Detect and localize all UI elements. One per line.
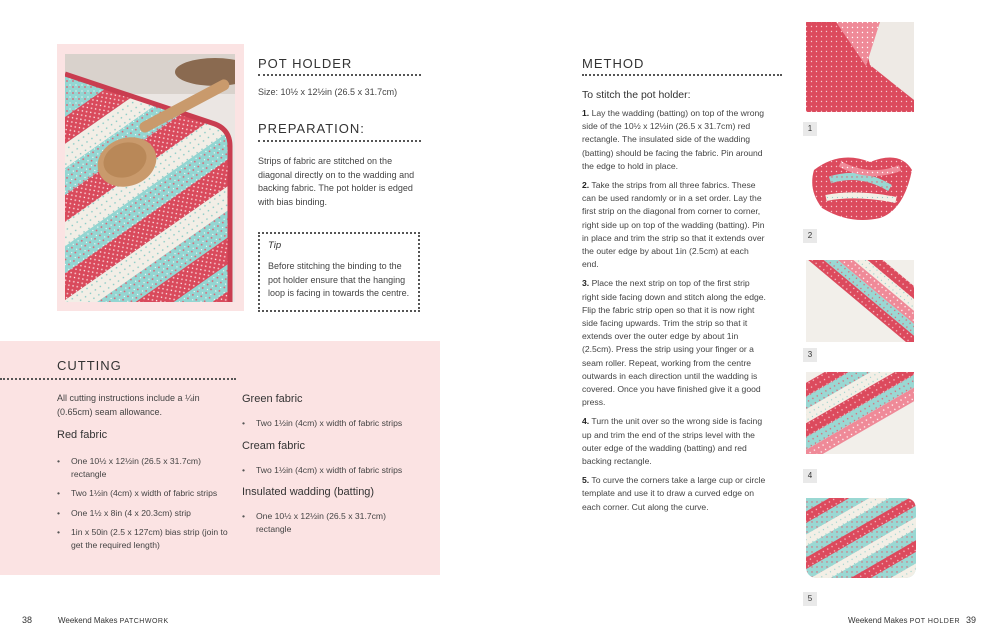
tip-text: Before stitching the binding to the pot holder ensure that the hanging loop is facing in towards the centre. [268,261,410,298]
divider [0,378,236,380]
step-label: 5 [803,592,817,606]
preparation-heading: PREPARATION: [258,121,365,136]
footer-right [848,616,960,625]
method-step-4: 4. Turn the unit over so the wrong side is facing up and trim the end of the strips level with the outer edge of the wadding (batting) and red backing rectangle. [582,416,763,467]
page-number-left: 38 [22,615,33,625]
method-step-2: 2. Take the strips from all three fabrics. These can be used randomly or in a set order. Lay the first strip on the diagonal from corner to corner, right side up on top of the wadding (batting). Pin in place and trim the strip so that it extends over the outer edge by about 1in (2.5cm) at each end. [582,180,765,270]
list-item: • One 10½ x 12½in (26.5 x 31.7cm) rectangle [57,455,229,480]
step-label: 3 [803,348,817,362]
preparation-text: Strips of fabric are stitched on the diagonal directly on to the wadding and backing fabric. The pot holder is edged with bias binding. [258,156,415,207]
method-subheading: To stitch the pot holder: [582,89,691,101]
list-item: • 1in x 50in (2.5 x 127cm) bias strip (join to get the required length) [57,526,229,551]
footer-right-section: POT HOLDER [909,618,961,625]
cream-fabric-title: Cream fabric [242,439,305,452]
size-text: Size: 10½ x 12½in (26.5 x 31.7cm) [258,87,398,97]
cutting-right-column [242,393,422,542]
cutting-heading: CUTTING [57,358,122,373]
red-fabric-title: Red fabric [57,429,108,441]
list-item: • Two 1½in (4cm) x width of fabric strips [242,464,422,477]
tip-box [258,232,420,312]
wadding-title: Insulated wadding (batting) [242,486,375,498]
page-number-right: 39 [966,615,977,625]
cutting-intro: All cutting instructions include a ¼in (0.65cm) seam allowance. [57,393,200,417]
pot-holder-illustration [65,54,235,302]
footer-left [58,616,169,625]
footer-right-title: Weekend Makes [848,616,908,625]
divider [258,74,421,76]
pot-holder-photo [65,54,235,302]
green-fabric-title: Green fabric [242,393,303,405]
method-step-1: 1. Lay the wadding (batting) on top of the wrong side of the 10½ x 12½in (26.5 x 31.7cm) red rectangle. The insulated side of the wadding (batting) should be facing the fabric. Pin around the edge to hold in place. [582,108,765,171]
pot-holder-heading: POT HOLDER [258,56,353,71]
footer-left-section: PATCHWORK [119,618,169,625]
step-photo-1 [806,22,914,112]
method-heading: METHOD [582,56,645,71]
list-item: • One 10½ x 12½in (26.5 x 31.7cm) rectangle [242,510,422,535]
divider [258,140,421,142]
step-photo-5 [800,445,920,610]
step-photo-2 [812,158,912,221]
list-item: • Two 1½in (4cm) x width of fabric strips [57,487,229,500]
list-item: • Two 1½in (4cm) x width of fabric strips [242,417,422,430]
cutting-left-column [57,392,229,558]
step-label: 2 [803,229,817,243]
step-photos [800,20,920,610]
method-step-5: 5. To curve the corners take a large cup or circle template and use it to draw a curved edge on each corner. Cut along the curve. [582,475,766,512]
cream-fabric-list [242,464,422,477]
wadding-list [242,510,422,535]
step-photo-3 [800,215,920,380]
list-item: • One 1½ x 8in (4 x 20.3cm) strip [57,507,229,520]
method-step-3: 3. Place the next strip on top of the first strip right side facing down and stitch along the edge. Flip the fabric strip open so that it is now right side facing upwards. Trim the strip so that it extends over the outer edge by about 1in (2.5cm). Press the strip using your finger or a seam roller. Repeat, working from the centre outwards in each direction until the wadding is covered. Once you have finished give it a good press. [582,278,766,408]
method-steps [582,107,767,520]
tip-title: Tip [268,240,282,251]
step-label: 1 [803,122,817,136]
red-fabric-list [57,455,229,551]
footer-left-title: Weekend Makes [58,616,118,625]
divider [582,74,782,76]
green-fabric-list [242,417,422,430]
step-label: 4 [803,469,817,483]
